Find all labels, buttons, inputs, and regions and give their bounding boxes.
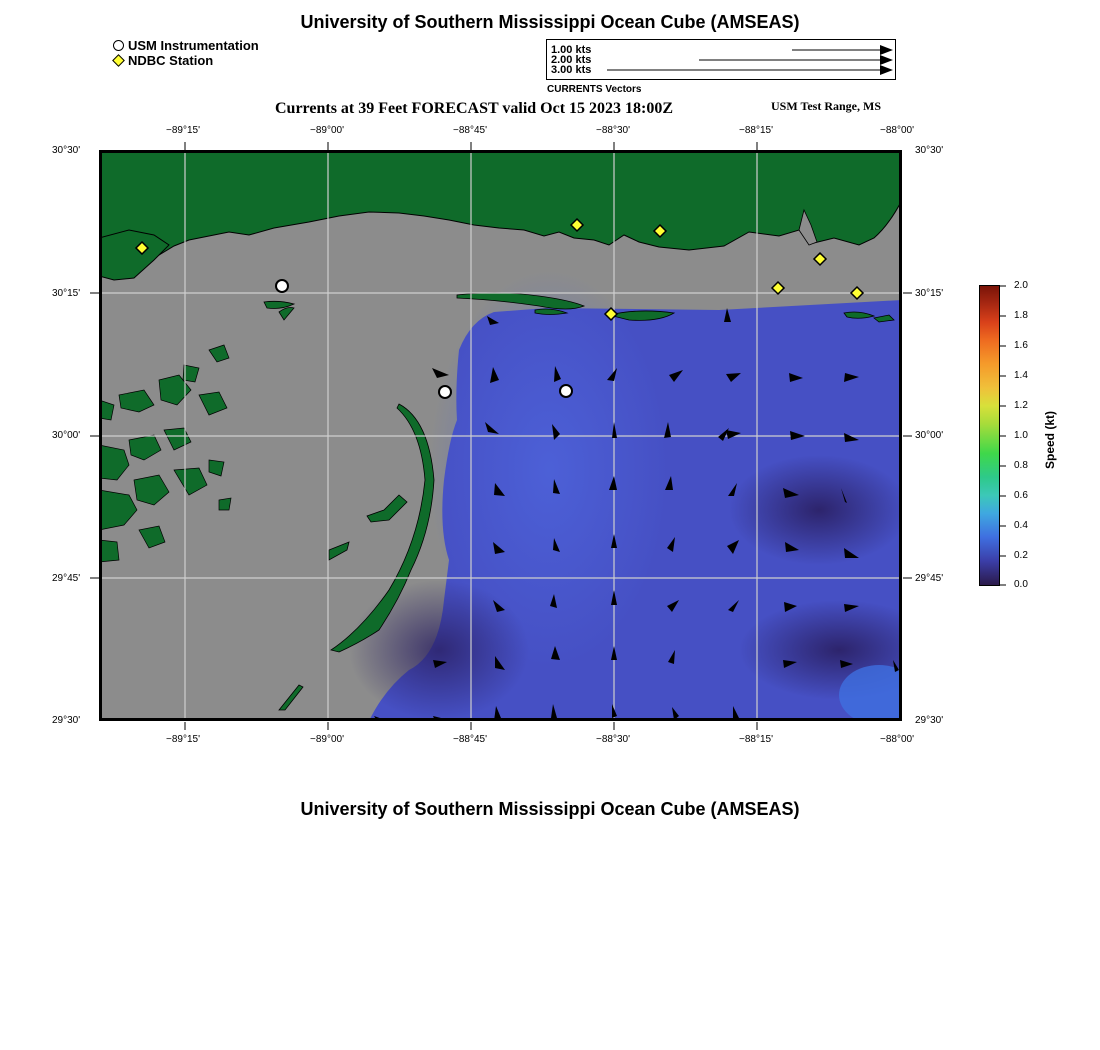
vector-scale-row-3: 3.00 kts	[551, 64, 592, 76]
lat-tick-right-2: 30°15'	[915, 288, 944, 299]
lon-tick-bottom-2: −89°00'	[310, 734, 344, 745]
colorbar-tick-1-4: 1.4	[1014, 370, 1028, 381]
vector-scale-row-2: 2.00 kts	[551, 54, 592, 66]
colorbar-tick-1-2: 1.2	[1014, 400, 1028, 411]
footer-title: University of Southern Mississippi Ocean Cube (AMSEAS)	[300, 799, 800, 819]
map-tick-marks	[90, 142, 912, 730]
speed-colorbar	[979, 285, 1000, 586]
range-label: USM Test Range, MS	[771, 99, 882, 113]
colorbar-tick-1-8: 1.8	[1014, 310, 1028, 321]
colorbar-tick-0-6: 0.6	[1014, 490, 1028, 501]
lat-tick-right-1: 30°30'	[915, 145, 944, 156]
lat-tick-right-5: 29°30'	[915, 715, 944, 726]
lon-tick-bottom-6: −88°00'	[880, 734, 914, 745]
legend-usm	[113, 38, 259, 53]
ndbc-station-icon	[112, 54, 125, 67]
vector-scale-caption: CURRENTS Vectors	[547, 84, 642, 95]
colorbar-tick-1-6: 1.6	[1014, 340, 1028, 351]
lon-tick-bottom-3: −88°45'	[453, 734, 487, 745]
colorbar-tick-0-8: 0.8	[1014, 460, 1028, 471]
lon-tick-top-3: −88°45'	[453, 125, 487, 136]
lat-tick-left-2: 30°15'	[52, 288, 81, 299]
vector-scale-box	[546, 39, 896, 80]
vector-scale-row-1: 1.00 kts	[551, 44, 592, 56]
colorbar-tick-0-0: 0.0	[1014, 579, 1028, 590]
lon-tick-top-6: −88°00'	[880, 125, 914, 136]
lat-tick-right-4: 29°45'	[915, 573, 944, 584]
colorbar-tick-2-0: 2.0	[1014, 280, 1028, 291]
forecast-subtitle: Currents at 39 Feet FORECAST valid Oct 15 2023 18:00Z	[275, 100, 674, 117]
lon-tick-top-5: −88°15'	[739, 125, 773, 136]
colorbar-tick-0-4: 0.4	[1014, 520, 1028, 531]
vector-scale-arrows	[547, 40, 895, 79]
colorbar-tick-0-2: 0.2	[1014, 550, 1028, 561]
lat-tick-left-1: 30°30'	[52, 145, 81, 156]
colorbar-title: Speed (kt)	[1043, 410, 1057, 469]
legend-ndbc	[113, 53, 213, 68]
page-title: University of Southern Mississippi Ocean Cube (AMSEAS)	[300, 12, 800, 32]
lon-tick-bottom-4: −88°30'	[596, 734, 630, 745]
usm-instrumentation-icon	[113, 40, 124, 51]
lat-tick-right-3: 30°00'	[915, 430, 944, 441]
lon-tick-top-4: −88°30'	[596, 125, 630, 136]
lat-tick-left-4: 29°45'	[52, 573, 81, 584]
lon-tick-bottom-5: −88°15'	[739, 734, 773, 745]
colorbar-tick-1-0: 1.0	[1014, 430, 1028, 441]
lon-tick-bottom-1: −89°15'	[166, 734, 200, 745]
lat-tick-left-5: 29°30'	[52, 715, 81, 726]
lon-tick-top-2: −89°00'	[310, 125, 344, 136]
colorbar-ticks	[1000, 285, 1006, 586]
lon-tick-top-1: −89°15'	[166, 125, 200, 136]
legend-ndbc-label: NDBC Station	[128, 53, 214, 68]
lat-tick-left-3: 30°00'	[52, 430, 81, 441]
legend-usm-label: USM Instrumentation	[128, 38, 259, 53]
